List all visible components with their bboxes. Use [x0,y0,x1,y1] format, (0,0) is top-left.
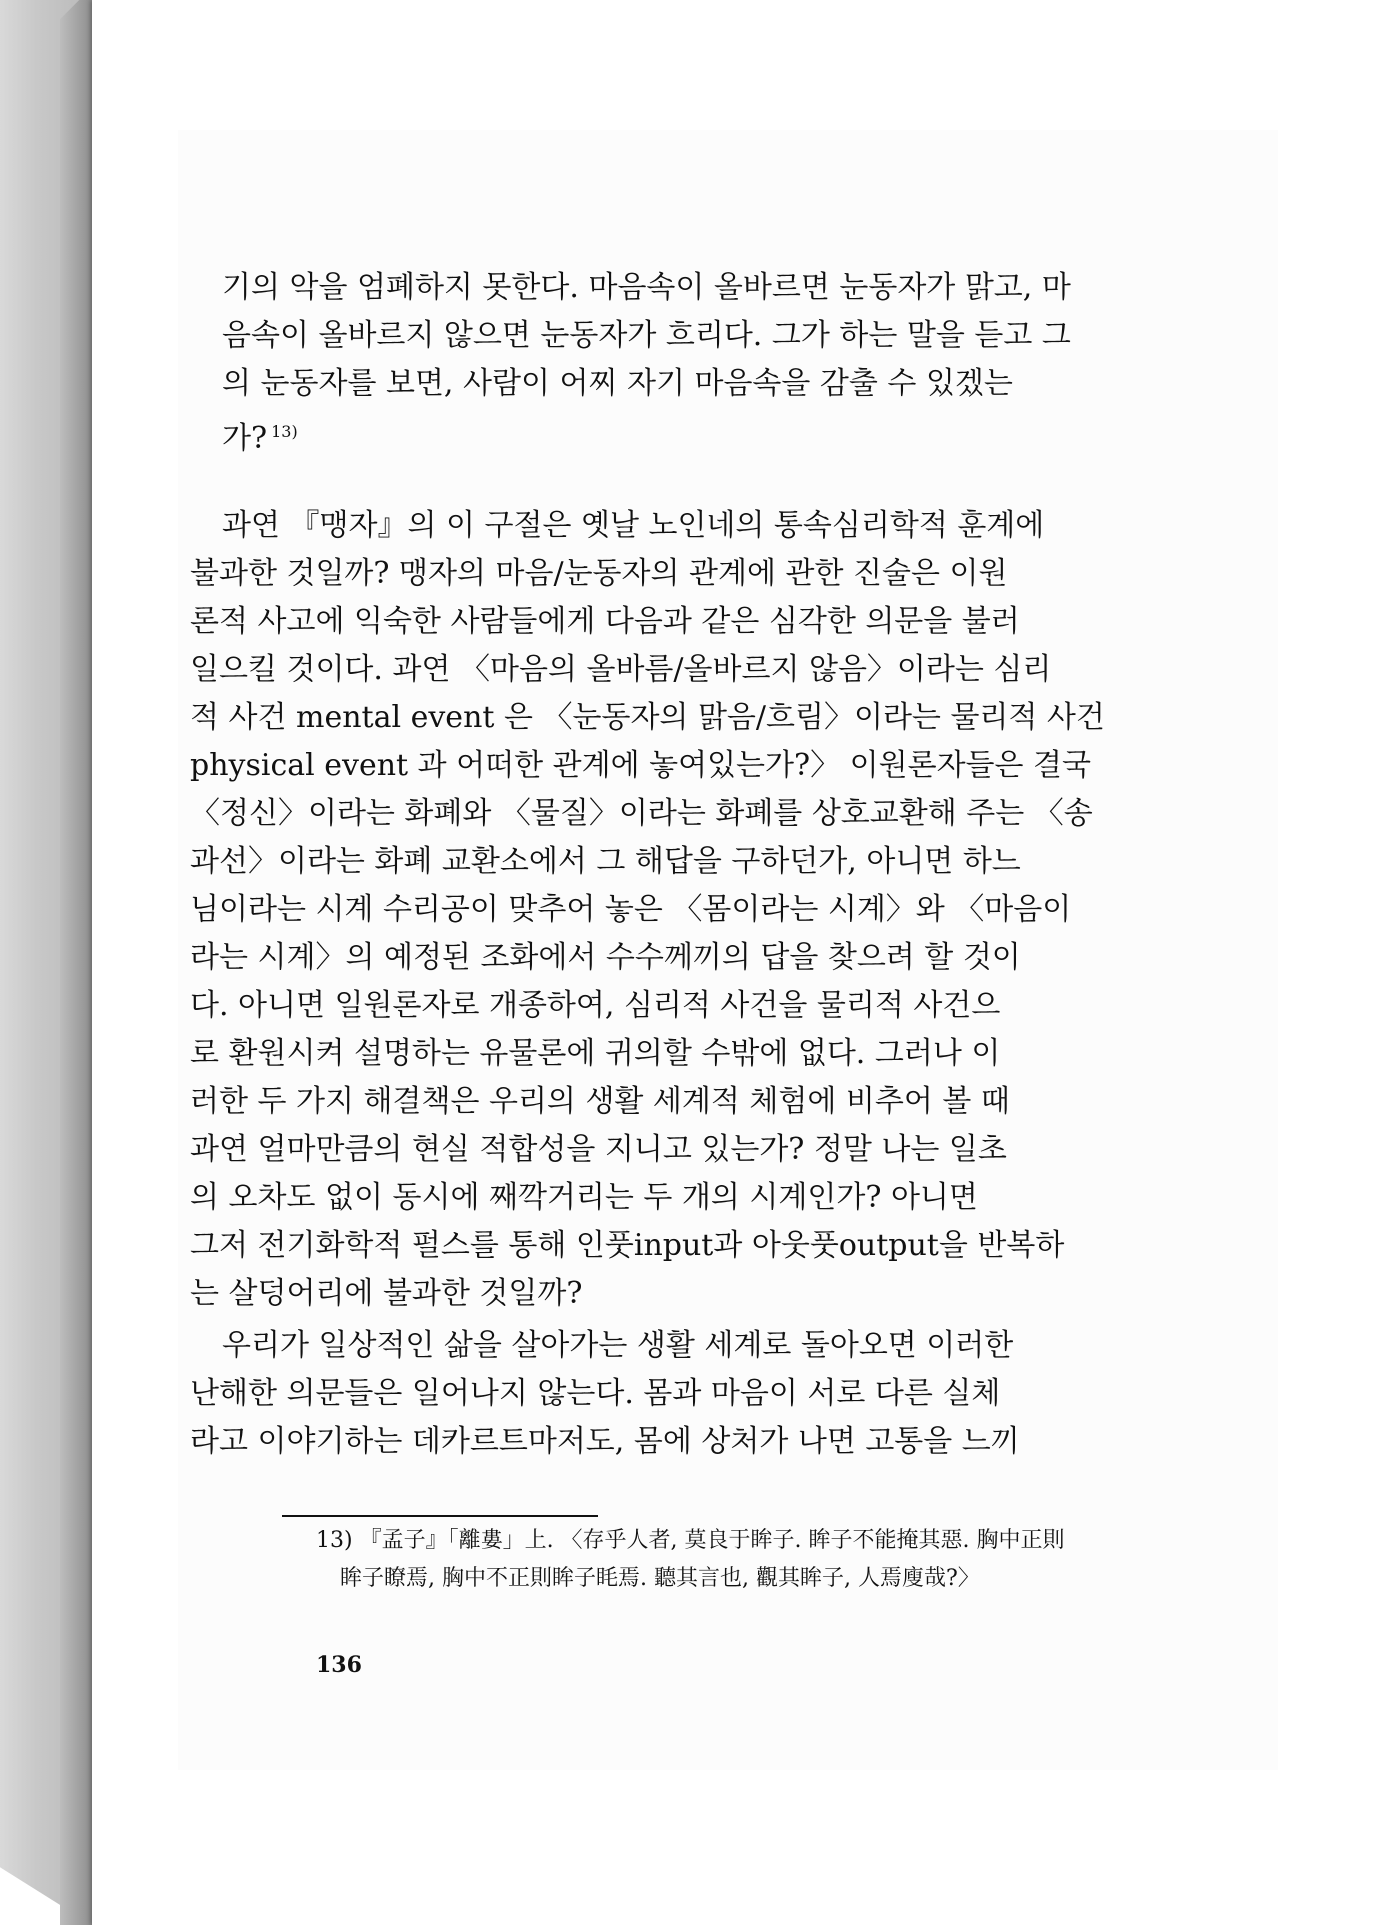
text-line: 과연 『맹자』의 이 구절은 옛날 노인네의 통속심리학적 훈계에 [222,508,1045,543]
paragraph-2 [190,1322,1290,1466]
text-line: 적 사건 mental event 은 〈눈동자의 맑음/흐림〉이라는 물리적 사건 [190,700,1105,735]
text-line: 라고 이야기하는 데카르트마저도, 몸에 상처가 나면 고통을 느끼 [190,1424,1020,1459]
text-line: 는 살덩어리에 불과한 것일까? [190,1276,583,1311]
text-line: 의 오차도 없이 동시에 째깍거리는 두 개의 시계인가? 아니면 [190,1180,978,1215]
text-line: 로 환원시켜 설명하는 유물론에 귀의할 수밖에 없다. 그러나 이 [190,1036,1001,1071]
text-line: 라는 시계〉의 예정된 조화에서 수수께끼의 답을 찾으려 할 것이 [190,940,1021,975]
quote-line: 기의 악을 엄폐하지 못한다. 마음속이 올바르면 눈동자가 맑고, 마 [222,270,1071,305]
footnote-divider [282,1515,598,1517]
text-line: 과선〉이라는 화폐 교환소에서 그 해답을 구하던가, 아니면 하느 [190,844,1021,879]
footnote-line: 眸子瞭焉, 胸中不正則眸子眊焉. 聽其言也, 觀其眸子, 人焉廋哉?〉 [340,1566,980,1591]
text-line: 다. 아니면 일원론자로 개종하여, 심리적 사건을 물리적 사건으 [190,988,1001,1023]
text-line: 우리가 일상적인 삶을 살아가는 생활 세계로 돌아오면 이러한 [222,1328,1014,1363]
text-line: 론적 사고에 익숙한 사람들에게 다음과 같은 심각한 의문을 불러 [190,604,1020,639]
text-line: physical event 과 어떠한 관계에 놓여있는가?〉 이원론자들은 결국 [190,748,1092,783]
quote-text: 가? [222,421,268,456]
text-line: 과연 얼마만큼의 현실 적합성을 지니고 있는가? 정말 나는 일초 [190,1132,1007,1167]
footnote-reference: 13) [271,422,298,441]
footnote-line: 13) 『孟子』「離婁」上. 〈存乎人者, 莫良于眸子. 眸子不能掩其惡. 胸中正則 [316,1528,1065,1553]
text-line: 러한 두 가지 해결책은 우리의 생활 세계적 체험에 비추어 볼 때 [190,1084,1010,1119]
quote-line: 의 눈동자를 보면, 사람이 어찌 자기 마음속을 감출 수 있겠는 [222,366,1013,401]
text-line: 그저 전기화학적 펄스를 통해 인풋input과 아웃풋output을 반복하 [190,1228,1065,1263]
quote-line-last [222,408,982,456]
quote-line: 음속이 올바르지 않으면 눈동자가 흐리다. 그가 하는 말을 듣고 그 [222,318,1071,353]
body-text [190,502,1290,1466]
footnote [316,1522,1276,1598]
text-line: 불과한 것일까? 맹자의 마음/눈동자의 관계에 관한 진술은 이원 [190,556,1008,591]
block-quote [222,264,1071,456]
text-line: 〈정신〉이라는 화폐와 〈물질〉이라는 화폐를 상호교환해 주는 〈송 [190,796,1093,831]
book-spine-edge [60,0,92,1925]
paragraph-1 [190,502,1290,1318]
text-line: 난해한 의문들은 일어나지 않는다. 몸과 마음이 서로 다른 실체 [190,1376,1001,1411]
text-line: 일으킬 것이다. 과연 〈마음의 올바름/올바르지 않음〉이라는 심리 [190,652,1052,687]
text-line: 님이라는 시계 수리공이 맞추어 놓은 〈몸이라는 시계〉와 〈마음이 [190,892,1072,927]
page-number: 136 [316,1652,362,1678]
